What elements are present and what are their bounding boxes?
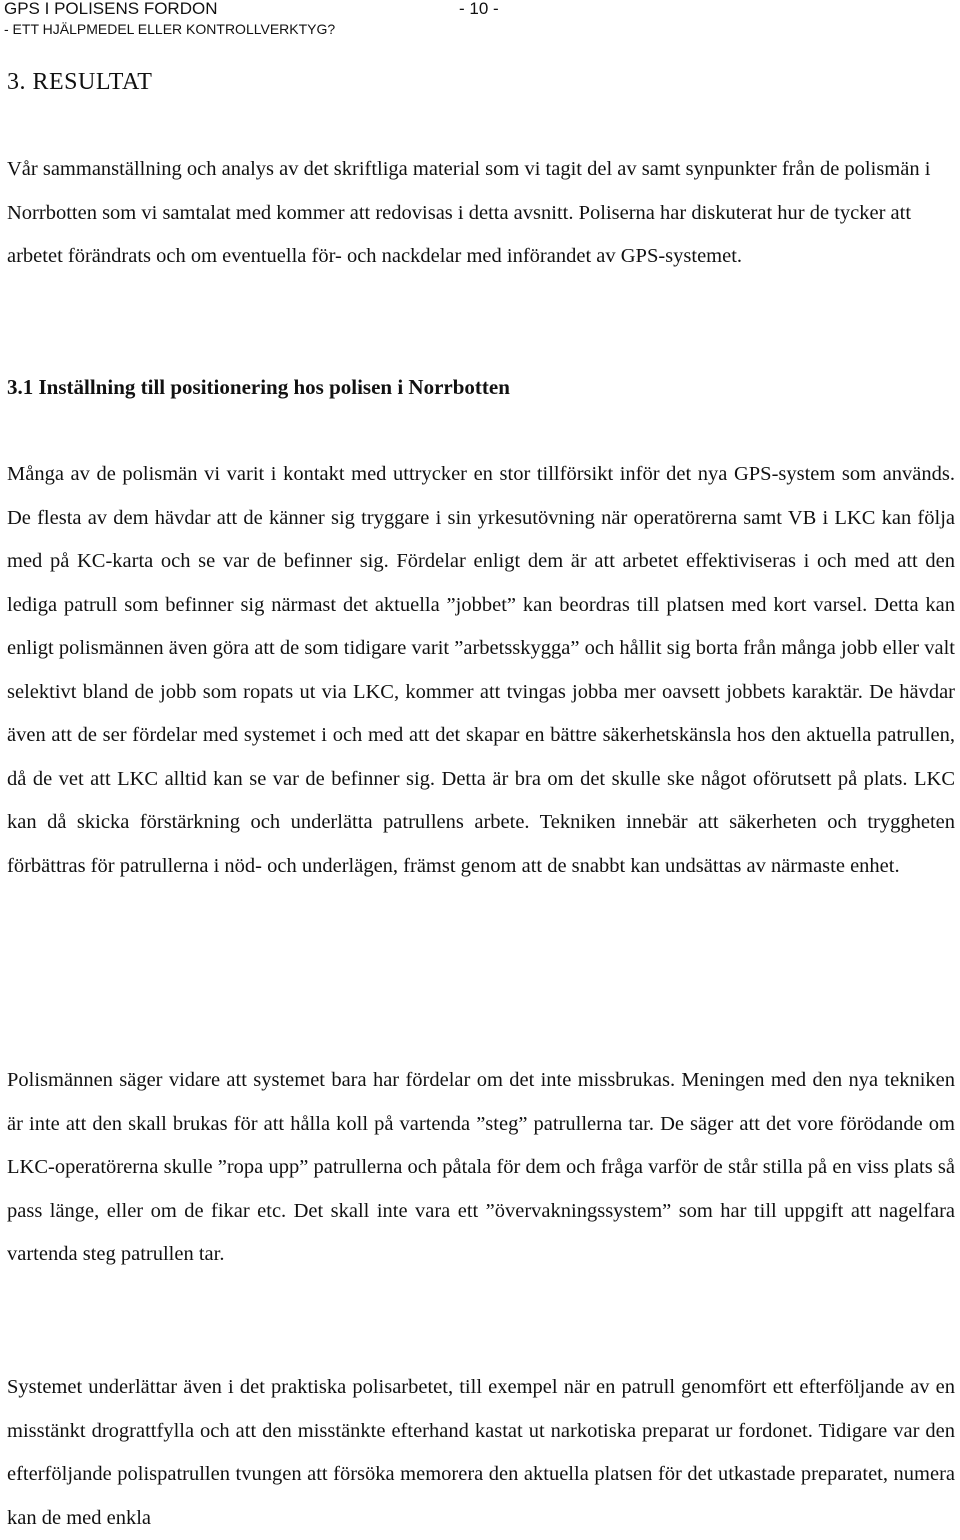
page-number: - 10 - bbox=[459, 0, 499, 18]
running-header-row bbox=[4, 0, 524, 18]
body-paragraph: Polismännen säger vidare att systemet bara har fördelar om det inte missbrukas. Meningen med den nya tekniken är inte att den skall brukas för att hålla koll på vartenda ”steg” patrullerna tar. De säger att det vore förödande om LKC-operatörerna skulle ”ropa upp” patrullerna och påtala för dem och fråga varför de står stilla på en viss plats så pass länge, eller om de fikar etc. Det skall inte vara ett ”övervakningssystem” som har till uppgift att nagelfara vartenda steg patrullen tar. bbox=[7, 1069, 955, 1265]
section-heading: 3. RESULTAT bbox=[7, 69, 153, 95]
document-subtitle: - ETT HJÄLPMEDEL ELLER KONTROLLVERKTYG? bbox=[4, 21, 336, 37]
running-header bbox=[4, 0, 524, 38]
intro-paragraph: Vår sammanställning och analys av det skriftliga material som vi tagit del av samt synpunkter från de polismän i Norrbotten som vi samtalat med kommer att redovisas i detta avsnitt. Poliserna har diskuterat hur de tycker att arbetet förändrats och om eventuella för- och nackdelar med införandet av GPS-systemet. bbox=[7, 158, 931, 267]
subsection-heading: 3.1 Inställning till positionering hos polisen i Norrbotten bbox=[7, 375, 510, 399]
body-paragraph: Många av de polismän vi varit i kontakt med uttrycker en stor tillförsikt inför det nya GPS-system som används. De flesta av dem hävdar att de känner sig tryggare i sin yrkesutövning när operatörerna samt VB i LKC kan följa med på KC-karta och se var de befinner sig. Fördelar enligt dem är att arbetet effektiviseras i och med att den lediga patrull som befinner sig närmast det aktuella ”jobbet” kan beordras till platsen med kort varsel. Detta kan enligt polismännen även göra att de som tidigare varit ”arbetsskygga” och hållit sig borta från många jobb eller valt selektivt bland de jobb som ropats ut via LKC, kommer att tvingas jobba mer oavsett jobbets karaktär. De hävdar även att de ser fördelar med systemet i och med att det skapar en bättre säkerhetskänsla hos den aktuella patrullen, då de vet att LKC alltid kan se var de befinner sig. Detta är bra om det skulle ske något oförutsett på plats. LKC kan då skicka förstärkning och underlätta patrullens arbete. Tekniken innebär att säkerheten och tryggheten förbättras för patrullerna i nöd- och underlägen, främst genom att de snabbt kan undsättas av närmaste enhet. bbox=[7, 463, 955, 877]
document-title: GPS I POLISENS FORDON bbox=[4, 0, 218, 18]
body-paragraph: Systemet underlättar även i det praktiska polisarbetet, till exempel när en patrull genomfört ett efterföljande av en misstänkt drograttfylla och att den misstänkte efterhand kastat ut narkotiska preparat ur fordonet. Tidigare var den efterföljande polispatrullen tvungen att försöka memorera den aktuella platsen för det utkastade preparatet, numera kan de med enkla bbox=[7, 1376, 955, 1529]
